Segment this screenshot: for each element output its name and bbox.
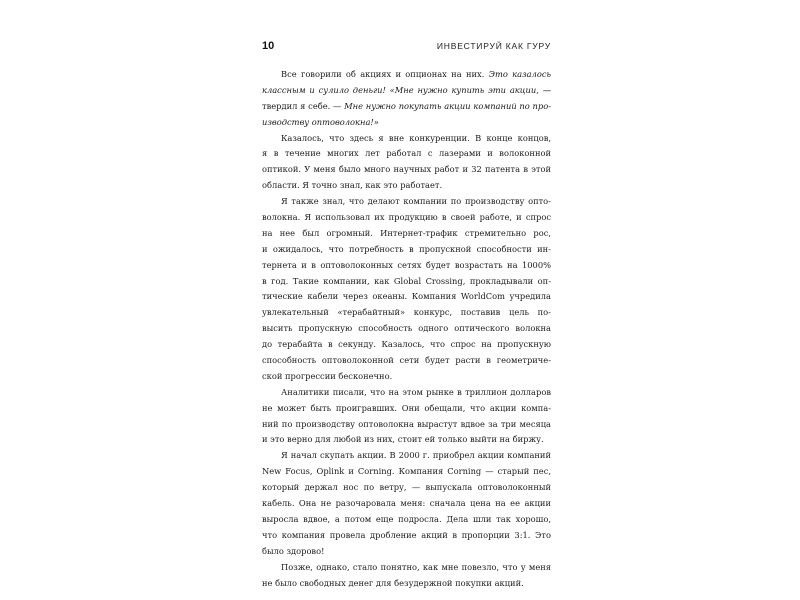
text-line: Казалось, что здесь я вне конкуренции. В конце концов,: [281, 132, 551, 143]
text-line: твердил я себе. — Мне нужно покупать акции компаний по про-: [262, 100, 551, 111]
text-line: было здорово!: [262, 545, 325, 556]
text-line: до терабайта в секунду. Казалось, что спрос на пропускную: [262, 339, 551, 350]
text-line: оптикой. У меня было много научных работ и 32 патента в этой: [262, 164, 551, 175]
text-line: кабель. Она не разочаровала меня: сначала цена на ее акции: [262, 498, 551, 509]
text-line: волокна. Я использовал их продукцию в своей работе, и спрос: [262, 212, 551, 223]
text-line: Я начал скупать акции. В 2000 г. приобрел акции компаний: [281, 450, 551, 461]
text-line: не может быть проигравших. Они обещали, что акции компа-: [262, 402, 551, 413]
running-head: [262, 40, 551, 56]
text-line: в год. Такие компании, как Global Crossing, прокладывали оп-: [262, 275, 551, 286]
text-line: ской прогрессии бесконечно.: [262, 370, 393, 381]
text-line: New Focus, Oplink и Corning. Компания Corning — старый пес,: [262, 466, 551, 477]
text-line: который держал нос по ветру, — выпускала оптоволоконный: [262, 482, 551, 493]
text-line: тернета и в оптоволоконных сетях будет возрастать на 1000%: [262, 259, 551, 270]
text-line: классным и сулило деньги! «Мне нужно купить эти акции, —: [262, 84, 551, 95]
text-line: тические кабели через океаны. Компания WorldCom учредила: [262, 291, 551, 302]
text-line: Я также знал, что делают компании по производству опто-: [281, 196, 551, 207]
text-line: выросла вдвое, а потом еще подросла. Дела шли так хорошо,: [262, 513, 551, 524]
text-line: на нее был огромный. Интернет-трафик стремительно рос,: [262, 227, 551, 238]
text-line: ний по производству оптоволокна вырастут вдвое за три месяца: [262, 418, 551, 429]
text-line: изводству оптоволокна!»: [262, 116, 379, 127]
text-line: что компания провела дробление акций в пропорции 3:1. Это: [262, 529, 551, 540]
text-line: и это верно для любой из них, стоит ей только выйти на биржу.: [262, 434, 544, 445]
page-number: 10: [262, 40, 275, 52]
text-line: увлекательный «терабайтный» конкурс, поставив цель по-: [262, 307, 551, 318]
text-line: не было свободных денег для безудержной покупки акций.: [262, 577, 524, 588]
text-line: Позже, однако, стало понятно, как мне повезло, что у меня: [281, 561, 551, 572]
body-text: [262, 67, 551, 591]
running-head-title: ИНВЕСТИРУЙ КАК ГУРУ: [436, 41, 551, 51]
text-line: высить пропускную способность одного оптического волокна: [262, 323, 551, 334]
text-line: Все говорили об акциях и опционах на них. Это казалось: [281, 69, 551, 79]
text-line: я в течение многих лет работал с лазерами и волоконной: [262, 148, 551, 159]
text-line: области. Я точно знал, как это работает.: [262, 180, 443, 191]
text-line: Аналитики писали, что на этом рынке в триллион долларов: [281, 386, 551, 397]
text-line: способность оптоволоконной сети будет расти в геометриче-: [262, 355, 551, 366]
text-line: и ожидалось, что потребность в пропускной способности ин-: [262, 243, 551, 254]
